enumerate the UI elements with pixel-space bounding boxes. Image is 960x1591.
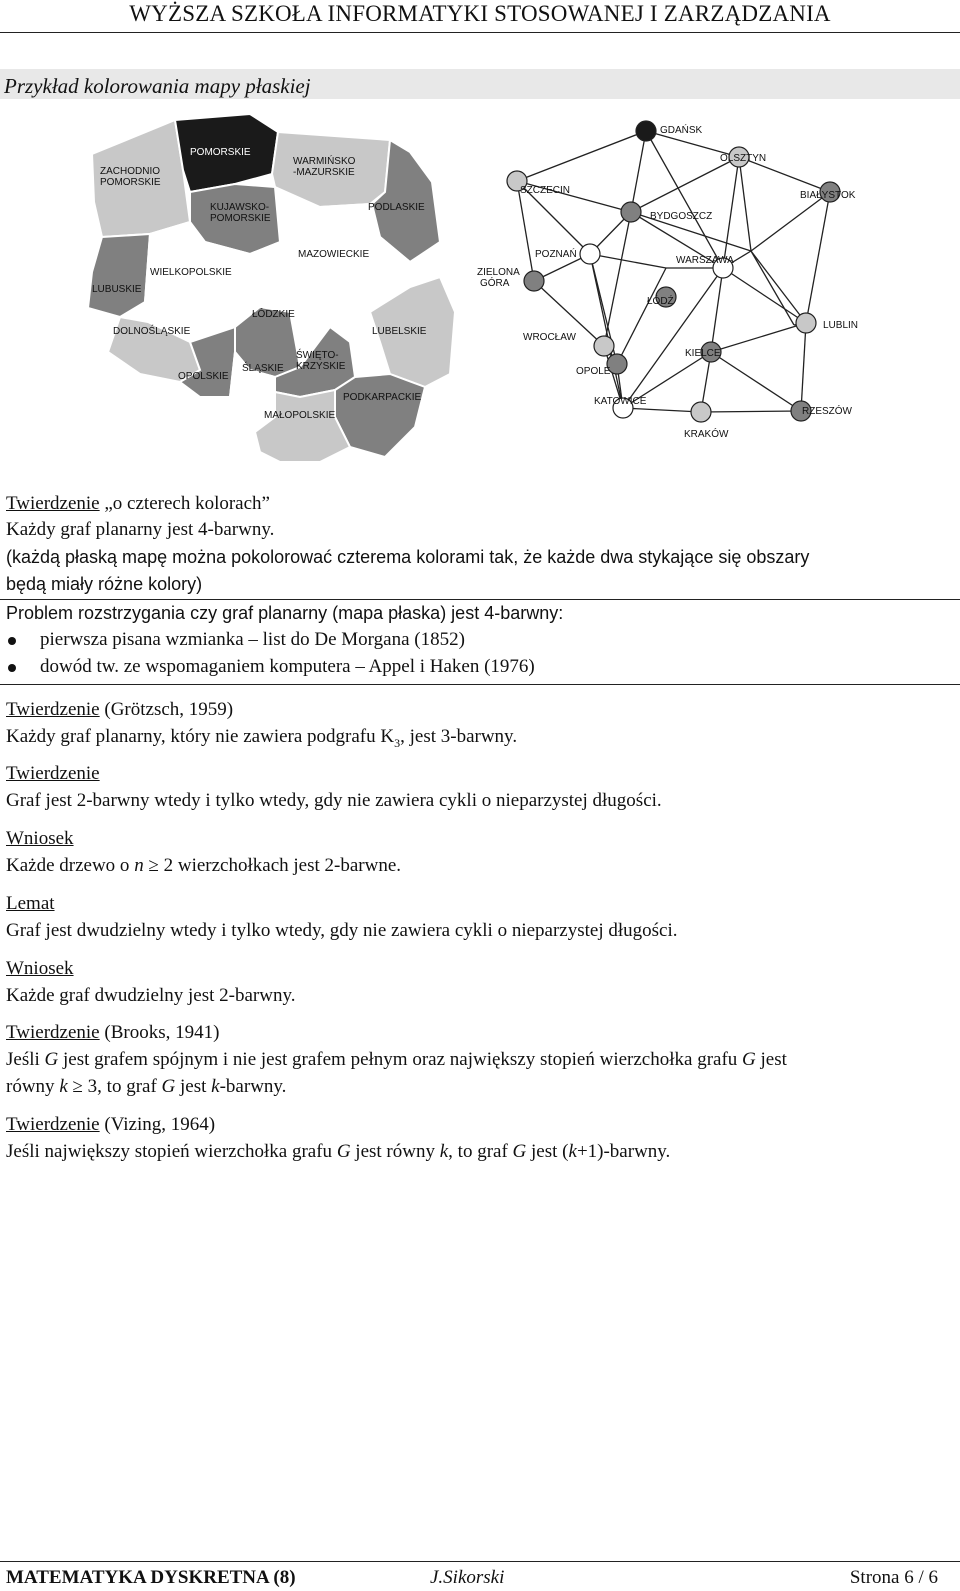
- theorem-four-color-explanation-line1: (każdą płaską mapę można pokolorować czterema kolorami tak, że każde dwa stykające się obszary: [6, 547, 810, 567]
- graph-label-gdansk: GDAŃSK: [660, 125, 703, 136]
- graph-label-bydgoszcz: BYDGOSZCZ: [650, 211, 713, 222]
- theorem-brooks-line1: Jeśli G jest grafem spójnym i nie jest grafem pełnym oraz największy stopień wierzchołka grafu G jest: [6, 1049, 787, 1070]
- map-label-slaskie: ŚLĄSKIE: [242, 363, 284, 374]
- footer-page-number: Strona 6 / 6: [849, 1567, 938, 1588]
- graph-label-bialystok: BIAŁYSTOK: [800, 190, 856, 201]
- graph-label-kielce: KIELCE: [685, 348, 721, 359]
- graph-node-poznan: [580, 244, 600, 264]
- theorem-brooks-line2: równy k ≥ 3, to graf G jest k-barwny.: [6, 1076, 287, 1097]
- map-label-malopolskie: MAŁOPOLSKIE: [264, 410, 336, 421]
- theorem-title: „o czterech kolorach”: [99, 493, 270, 514]
- corollary-label: Wniosek: [6, 828, 74, 849]
- graph-edges: [517, 131, 830, 412]
- graph-label-rzeszow: RZESZÓW: [802, 406, 852, 417]
- theorem-label: Twierdzenie: [6, 763, 100, 784]
- bullet-icon: [8, 664, 16, 672]
- theorem-vizing-heading: [6, 1114, 215, 1136]
- corollary-tree-statement: Każde drzewo o n ≥ 2 wierzchołkach jest 2-barwne.: [6, 855, 402, 876]
- theorem-label: Twierdzenie: [6, 1114, 100, 1135]
- theorem-vizing-statement: Jeśli największy stopień wierzchołka grafu G jest równy k, to graf G jest (k+1)-barwny.: [6, 1141, 671, 1162]
- graph-node-zielonagora: [524, 271, 544, 291]
- bullet-icon: [8, 637, 16, 645]
- map-label-pomorskie: POMORSKIE: [190, 147, 251, 158]
- theorem-bipartite-statement: Graf jest 2-barwny wtedy i tylko wtedy, gdy nie zawiera cykli o nieparzystej długości.: [6, 790, 662, 811]
- bullet-item-de-morgan: pierwsza pisana wzmianka – list do De Morgana (1852): [40, 629, 465, 650]
- lemma-statement: Graf jest dwudzielny wtedy i tylko wtedy, gdy nie zawiera cykli o nieparzystej długości.: [6, 920, 678, 941]
- graph-label-zielonagora: ZIELONA GÓRA: [477, 267, 520, 289]
- page-footer: [0, 1565, 960, 1591]
- graph-label-wroclaw: WROCŁAW: [523, 332, 576, 343]
- corollary-label: Wniosek: [6, 958, 74, 979]
- graph-label-szczecin: SZCZECIN: [520, 185, 570, 196]
- footer-author: J.Sikorski: [430, 1567, 505, 1588]
- page-header: [0, 0, 960, 34]
- graph-label-olsztyn: OLSZTYN: [720, 153, 767, 164]
- theorem-bipartite-heading: [6, 763, 100, 785]
- map-label-podkarpackie: PODKARPACKIE: [343, 392, 422, 403]
- map-label-lubuskie: LUBUSKIE: [92, 284, 142, 295]
- map-and-graph-figure: [80, 112, 880, 482]
- map-label-podlaskie: PODLASKIE: [368, 202, 425, 213]
- graph-label-krakow: KRAKÓW: [684, 429, 729, 440]
- lemma-label: Lemat: [6, 893, 55, 914]
- graph-node-krakow: [691, 402, 711, 422]
- graph-node-bydgoszcz: [621, 202, 641, 222]
- graph-label-lublin: LUBLIN: [823, 320, 859, 331]
- corollary-tree-heading: [6, 828, 74, 850]
- graph-node-wroclaw: [594, 336, 614, 356]
- map-label-lodzkie: ŁÓDZKIE: [252, 309, 295, 320]
- map-label-dolnoslaskie: DOLNOŚLĄSKIE: [113, 326, 191, 337]
- map-label-opolskie: OPOLSKIE: [178, 371, 229, 382]
- map-label-zachodniopomorskie: ZACHODNIO POMORSKIE: [100, 166, 161, 188]
- graph-node-lublin: [796, 313, 816, 333]
- map-label-lubelskie: LUBELSKIE: [372, 326, 427, 337]
- graph-node-gdansk: [636, 121, 656, 141]
- theorem-label: Twierdzenie: [6, 493, 100, 514]
- theorem-four-color-statement: Każdy graf planarny jest 4-barwny.: [6, 519, 275, 540]
- theorem-title: (Vizing, 1964): [99, 1114, 216, 1135]
- map-label-kujawsko-pomorskie: KUJAWSKO-POMORSKIE: [210, 202, 271, 224]
- map-label-wielkopolskie: WIELKOPOLSKIE: [150, 267, 232, 278]
- map-label-mazowieckie: MAZOWIECKIE: [298, 249, 370, 260]
- map-label-swietokrzyskie: ŚWIĘTO-KRZYSKIE: [296, 350, 346, 372]
- corollary-bipartite-statement: Każde graf dwudzielny jest 2-barwny.: [6, 985, 296, 1006]
- graph-label-lodz: ŁÓDŹ: [647, 296, 674, 307]
- theorem-four-color-heading: [6, 493, 270, 515]
- theorem-brooks-heading: [6, 1022, 219, 1044]
- theorem-title: (Grötzsch, 1959): [99, 699, 234, 720]
- header-title: WYŻSZA SZKOŁA INFORMATYKI STOSOWANEJ I ZARZĄDZANIA: [129, 1, 831, 26]
- bullet-item-appel-haken: dowód tw. ze wspomaganiem komputera – Appel i Haken (1976): [40, 656, 535, 677]
- header-divider: [0, 32, 960, 33]
- corollary-bipartite-heading: [6, 958, 74, 980]
- section-title: Przykład kolorowania mapy płaskiej: [4, 74, 311, 98]
- graph-label-opole: OPOLE: [576, 366, 611, 377]
- theorem-grotzsch-statement: Każdy graf planarny, który nie zawiera podgrafu $K_3$, jest 3-barwny.: [6, 726, 518, 750]
- theorem-label: Twierdzenie: [6, 1022, 100, 1043]
- footer-course: MATEMATYKA DYSKRETNA (8): [6, 1567, 296, 1588]
- footer-divider: [0, 1561, 960, 1562]
- graph-label-katowice: KATOWICE: [594, 396, 647, 407]
- theorem-label: Twierdzenie: [6, 699, 100, 720]
- divider: [0, 684, 960, 685]
- problem-statement: Problem rozstrzygania czy graf planarny (mapa płaska) jest 4-barwny:: [6, 603, 564, 623]
- lemma-heading: [6, 893, 55, 915]
- graph-label-warszawa: WARSZAWA: [676, 255, 734, 266]
- map-label-warminsko-mazurskie: WARMIŃSKO -MAZURSKIE: [293, 156, 356, 178]
- theorem-title: (Brooks, 1941): [99, 1022, 220, 1043]
- theorem-four-color-explanation-line2: będą miały różne kolory): [6, 574, 203, 594]
- graph-label-poznan: POZNAŃ: [535, 249, 577, 260]
- divider: [0, 599, 960, 600]
- map-region-lubuskie: [88, 234, 150, 317]
- theorem-grotzsch-heading: [6, 699, 233, 721]
